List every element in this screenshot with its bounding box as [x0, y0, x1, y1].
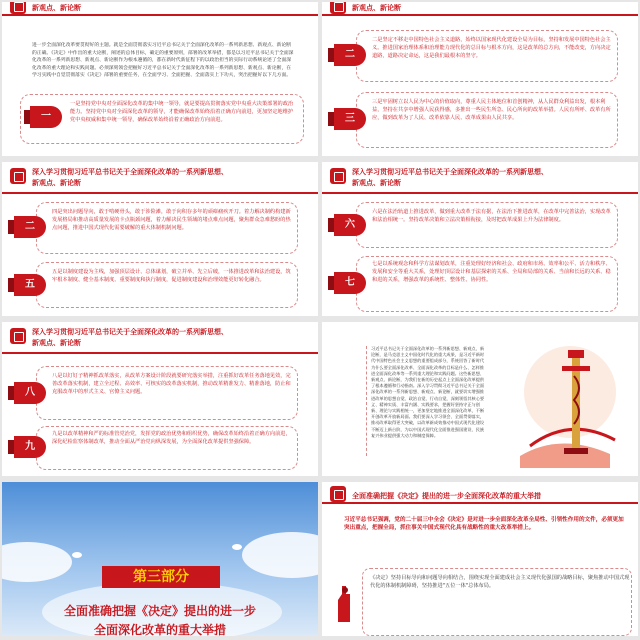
header-divider [2, 192, 318, 194]
slide-2[interactable] [322, 2, 638, 156]
slide-header [2, 162, 318, 192]
header-divider [322, 14, 638, 16]
slide-7-section-cover[interactable] [2, 482, 318, 636]
point-text: 八是以钉钉子精神抓改革落实，从改革方案设计阶段就要研究落实举措，注重抓好改革任务落地见效，完善改革落实机制，建立全过程、高效率、可核实的改革落实机制，推动改革精准发力、精准落地，防止和克服改革中的形式主义、官僚主义问题。 [52, 373, 291, 395]
header-divider [322, 502, 638, 504]
slide-3[interactable] [2, 162, 318, 316]
header-title: 新观点、新论断 [32, 4, 81, 12]
slide-header [2, 322, 318, 352]
cloud-shape [242, 532, 318, 578]
dove-icon [232, 544, 242, 550]
point-badge: 一 [30, 106, 62, 128]
section-label: 第三部分 [102, 566, 220, 588]
section-title-line1: 全面准确把握《决定》提出的进一步 [63, 604, 256, 618]
header-title: 新观点、新论断 [352, 4, 401, 12]
point-text: 六是在法治轨道上推进改革，做到重大改革于法有据，在法治下推进改革，在改革中完善法治，实现改革和法治相统一。坚持改革决策和立法决策相衔接，及时把改革成果上升为法律制度。 [372, 209, 611, 223]
point-badge: 二 [334, 44, 366, 66]
header-title: 全面准确把握《决定》提出的进一步全面深化改革的重大举措 [352, 492, 541, 500]
point-text: 五是以制度建设为主线，加强顶层设计、总体谋划，破立并举、先立后破，一体推进改革和法治建设，筑牢根本制度、健全基本制度、重要制度和执行制度，促进制度建设和治理效能更好转化融合。 [52, 269, 291, 283]
point-text: 一是坚持党中央对全面深化改革的集中统一领导，就是要提高贯彻落实党中央重大决策部署的政治能力。坚持党中央对全面深化改革的领导，才能确保改革始终沿着正确方向前进，更加坚定地维护党中央权威和集中统一领导，确保改革始终沿着正确政治方向前进。 [70, 101, 294, 123]
point-text: 《决定》坚持目标导向和问题导向相结合，围绕实现全面建成社会主义现代化强国的战略目标，聚焦推动中国式现代化的体制机制障碍，坚持推进"五位一体"总体布局。 [370, 575, 630, 589]
slide-8[interactable] [322, 482, 638, 636]
header-divider [2, 14, 318, 16]
cloud-shape [2, 542, 72, 582]
header-subtitle: 新观点、新论断 [32, 339, 81, 347]
intro-paragraph: 进一步全面深化改革要贯彻好的主题。就是全面贯彻落实习近平总书记关于全面深化改革的一系列新思想、新观点、新论断的正确。《决定》中作出的重大论断，阐述的总体目标，确定的重要原则，部署的改革举措，都是以习近平总书记关于全面深化改革的一系列新思想、新观点、新论断作为根本遵循的，都在新时代新征程下的以政治担当的实际行动系统论述了全面深化改革的重大理论和实践问题。必须深刻领会把握好习近平总书记关于全面深化改革的一系列新思想、新观点、新论断，在学习实践中自觉贯彻落实《决定》部署的重要任务，在全面学习、全面把握、全面落实上下功夫，突出把握好以下几方面。 [32, 43, 294, 79]
header-divider [2, 352, 318, 354]
book-icon [330, 486, 346, 502]
slide-5[interactable] [2, 322, 318, 476]
intro-paragraph: 习近平总书记强调，党的二十届三中全会《决定》是对进一步全面深化改革全局性、引领性作用的文件，必须更加突出重点，把握全局，抓住事关中国式现代化具有战略性的重大改革举措上。 [344, 517, 624, 532]
header-title: 深入学习贯彻习近平总书记关于全面深化改革的一系列新思想、 [32, 328, 228, 336]
header-title: 深入学习贯彻习近平总书记关于全面深化改革的一系列新思想、 [32, 168, 228, 176]
point-badge: 三 [334, 108, 366, 130]
book-icon [330, 168, 346, 184]
book-icon [10, 328, 26, 344]
book-icon [330, 2, 346, 14]
book-icon [10, 168, 26, 184]
huabiao-column-icon [500, 336, 620, 468]
book-icon [10, 2, 26, 14]
slide-header [2, 2, 318, 32]
point-text: 七是以系统观念和科学方法谋划改革，注重处理好经济和社会、政府和市场、效率和公平、活力和秩序、发展和安全等重大关系，处理好顶层设计和基层探索的关系、全局和局部的关系、当前和长远的关系、稳和进的关系，增强改革的系统性、整体性、协同性。 [372, 261, 611, 283]
point-badge: 六 [334, 214, 366, 236]
point-badge: 八 [14, 382, 46, 404]
header-subtitle: 新观点、新论断 [352, 179, 401, 187]
header-subtitle: 新观点、新论断 [32, 179, 81, 187]
raised-hands-icon [332, 582, 358, 622]
slide-4[interactable] [322, 162, 638, 316]
point-badge: 二 [14, 216, 46, 238]
slide-header [322, 2, 638, 32]
point-badge: 五 [14, 274, 46, 296]
point-text: 九是以改革精神和严的标准管党治党，发挥党的政治优势和组织优势，确保改革始终沿着正确方向前进，深化纪检监察体制改革，推动全面从严治党向纵深发展，为全面深化改革提供坚强保障。 [52, 431, 291, 445]
summary-text: 习近平总书记关于全面深化改革的一系列新思想、新观点、新论断，是马克思主义中国化时代化的重大成果，是习近平新时代中国特色社会主义思想的重要组成部分，系统回答了新时代为什么要全面深化改革、全面深化改革的目标是什么、怎样推进全面深化改革等一系列重大理论和实践问题。这些新思想、新观点、新论断，为我们在新的历史起点上全面深化改革提供了根本遵循和行动指南。深入学习贯彻习近平总书记关于全面深化改革的一系列新思想、新观点、新论断，就要切实增强推进改革的思想自觉、政治自觉、行动自觉，深刻领悟其核心要义、精神实质、丰富内涵、实践要求，把握好坚持守正与创新、理论与实践相统一，更加坚定地推进全面深化改革，不断开创改革开放新局面。我们要深入学习领会、全面贯彻落实，推动改革取得更大突破，以改革新成效推动中国式现代化建设不断迈上新台阶，为以中国式现代化全面推进强国建设、民族复兴伟业提供强大动力和制度保障。 [366, 346, 488, 456]
point-text: 三是牢固树立以人民为中心的价值取向，尊重人民主体地位和首创精神，从人民群众利益出发，根本利益，坚持在共享中增强人民获得感，多推出一些民生所急、民心所向的改革举措。人民有所呼、改革有所应，做到改革为了人民、改革依靠人民、改革成果由人民共享。 [372, 99, 611, 121]
header-divider [322, 192, 638, 194]
slide-1[interactable] [2, 2, 318, 156]
dove-icon [72, 552, 82, 558]
slide-header [322, 162, 638, 192]
point-text: 四是突出问题导向，敢于啃硬骨头，敢于涉险滩，敢于向积存多年的顽瘴痼疾开刀。着力解决制约构建新发展格局和推动高质量发展的卡点瓶颈问题，着力解决民生领域的堵点难点问题，聚焦群众急难愁盼的热点问题，推进中国式现代化需要破解的重大体制机制问题。 [52, 209, 291, 231]
header-title: 深入学习贯彻习近平总书记关于全面深化改革的一系列新思想、 [352, 168, 548, 176]
section-title-line2: 全面深化改革的重大举措 [93, 623, 226, 636]
slide-6[interactable] [322, 322, 638, 476]
point-badge: 七 [334, 272, 366, 294]
point-badge: 九 [14, 436, 46, 458]
point-text: 二是坚定不移走中国特色社会主义道路，始终以国家现代化建设全局为目标，坚持和发展中国特色社会主义。推进国家治理体系和治理能力现代化的总目标与根本方向，这是改革的总方向，不能改变，方向决定道路，道路决定命运，这是我们最根本的坚守。 [372, 37, 611, 59]
